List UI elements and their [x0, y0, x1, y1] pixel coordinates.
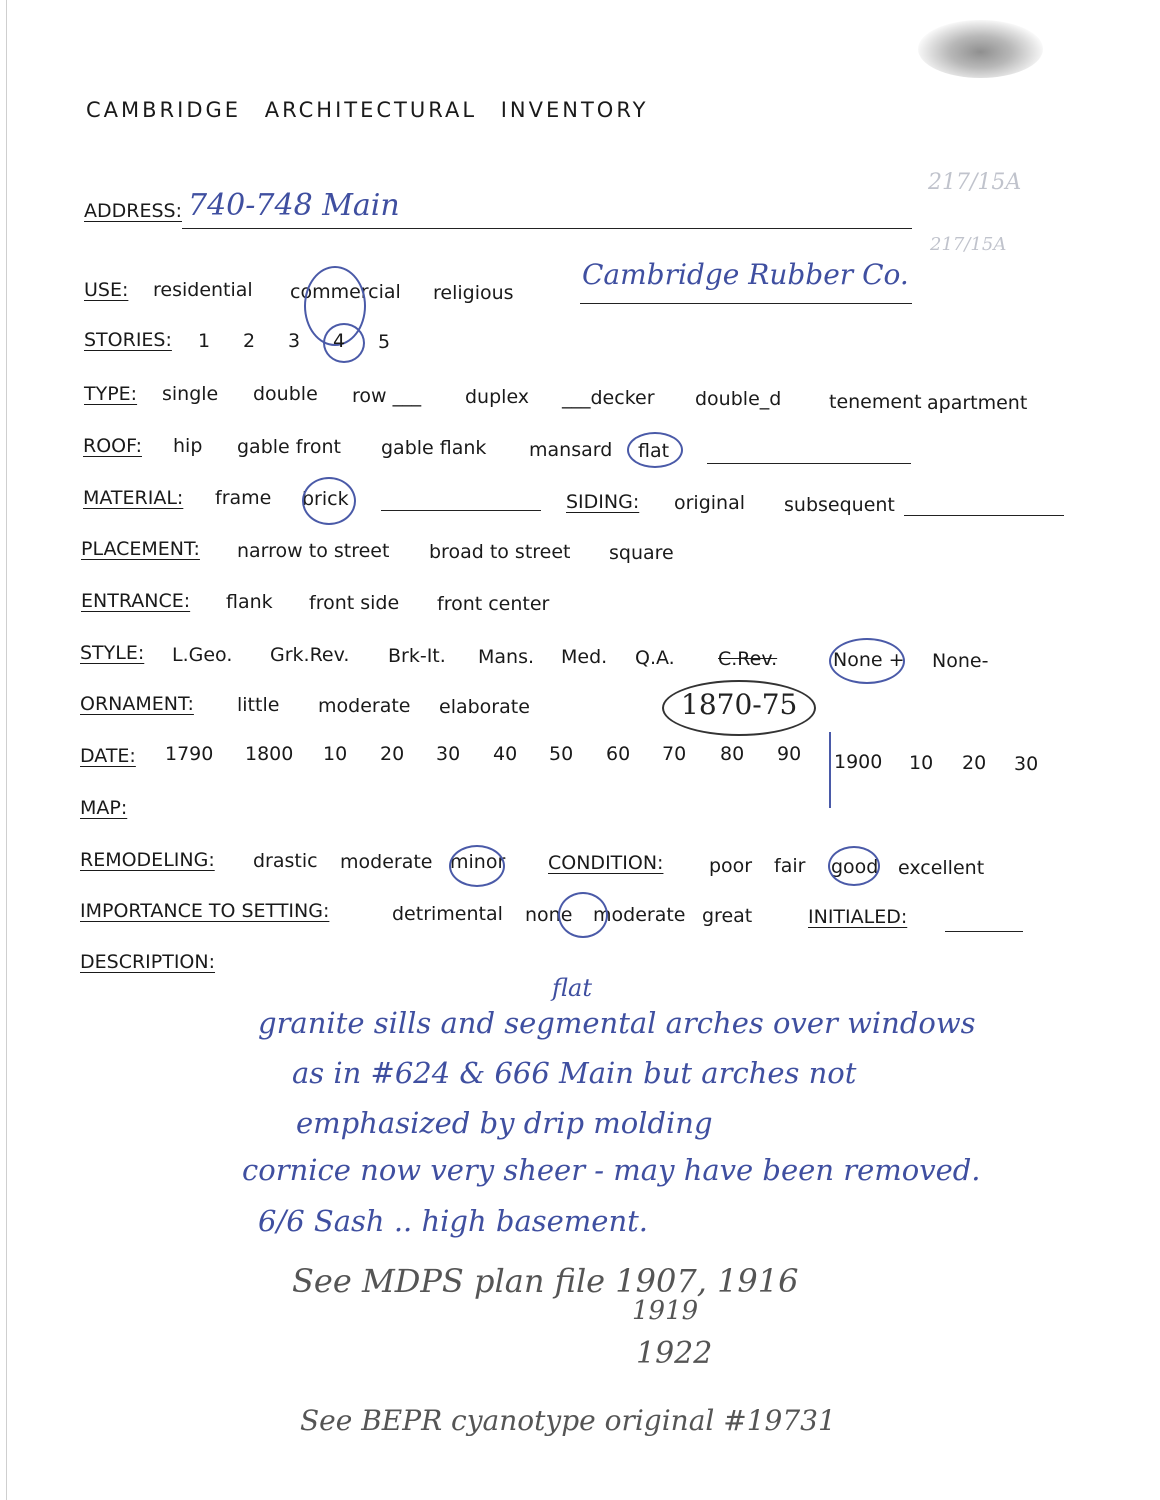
description-line-4: cornice now very sheer - may have been removed. [242, 1153, 981, 1187]
roof-gable-front: gable front [237, 436, 341, 458]
style-grkrev: Grk.Rev. [270, 644, 350, 666]
importance-none: none [525, 904, 573, 926]
roof-gable-flank: gable flank [381, 437, 487, 459]
importance-great: great [702, 905, 753, 927]
material-label: MATERIAL: [83, 487, 184, 509]
condition-poor: poor [709, 855, 753, 877]
description-insert: flat [552, 974, 592, 1002]
style-brkit: Brk-It. [388, 645, 446, 667]
date-1790: 1790 [165, 743, 214, 765]
permit-year-1922: 1922 [636, 1336, 713, 1371]
placement-narrow: narrow to street [237, 540, 390, 562]
use-note-line [580, 303, 912, 304]
use-residential: residential [153, 279, 253, 301]
style-none-minus: None- [932, 650, 989, 672]
address-line [182, 228, 912, 229]
date-estimate: 1870-75 [681, 688, 798, 721]
condition-good: good [831, 856, 879, 878]
importance-label: IMPORTANCE TO SETTING: [80, 900, 330, 922]
address-label: ADDRESS: [84, 200, 182, 222]
remodeling-moderate: moderate [340, 851, 433, 873]
date-1810: 10 [323, 743, 348, 765]
roof-label: ROOF: [83, 435, 142, 457]
date-1920: 20 [962, 752, 987, 774]
date-1880: 80 [720, 743, 745, 765]
condition-fair: fair [774, 855, 806, 877]
style-label: STYLE: [80, 642, 145, 664]
permit-file-note: See MDPS plan file 1907, 1916 [292, 1262, 799, 1300]
siding-blank-line [904, 515, 1064, 516]
selection-circle-none [558, 892, 608, 938]
initialed-line [945, 931, 1023, 932]
date-1900: 1900 [834, 751, 883, 773]
type-double-d: double_d [695, 388, 782, 410]
style-qa: Q.A. [635, 647, 675, 669]
use-note: Cambridge Rubber Co. [582, 258, 909, 291]
selection-circle-stories-4 [323, 323, 365, 363]
selection-circle-good [828, 846, 880, 886]
stories-label: STORIES: [84, 329, 172, 351]
material-blank-line [381, 510, 541, 511]
type-label: TYPE: [84, 383, 138, 405]
date-1890: 90 [777, 743, 802, 765]
date-1830: 30 [436, 743, 461, 765]
date-label: DATE: [80, 745, 136, 767]
type-decker: ___decker [562, 387, 655, 409]
style-none-plus: None + [833, 649, 905, 671]
map-label: MAP: [80, 797, 128, 819]
ink-smudge [918, 20, 1043, 78]
bepr-note: See BEPR cyanotype original #19731 [300, 1404, 836, 1437]
placement-square: square [609, 542, 674, 564]
selection-circle-brick [302, 477, 356, 525]
description-line-3: emphasized by drip molding [296, 1106, 713, 1140]
remodeling-minor: minor [450, 851, 506, 873]
date-1840: 40 [493, 743, 518, 765]
ornament-moderate: moderate [318, 695, 411, 717]
description-line-1: granite sills and segmental arches over windows [258, 1006, 976, 1040]
type-duplex: duplex [465, 386, 530, 408]
stories-1: 1 [198, 330, 211, 352]
date-1930: 30 [1014, 753, 1039, 775]
catalog-code: 217/15A [928, 170, 1022, 195]
selection-circle-minor [449, 845, 505, 887]
type-row: row ___ [352, 385, 422, 407]
style-mans: Mans. [478, 646, 535, 668]
description-label: DESCRIPTION: [80, 951, 216, 973]
style-crev: C.Rev. [718, 648, 778, 670]
selection-circle-none-plus [829, 638, 905, 684]
roof-mansard: mansard [529, 439, 613, 461]
stories-5: 5 [378, 331, 391, 353]
type-single: single [162, 383, 219, 405]
date-1850: 50 [549, 743, 574, 765]
remodeling-label: REMODELING: [80, 849, 215, 871]
roof-blank-line [707, 463, 911, 464]
date-1910: 10 [909, 752, 934, 774]
initialed-label: INITIALED: [808, 906, 908, 928]
placement-label: PLACEMENT: [81, 538, 200, 560]
type-tenement: tenement [829, 391, 922, 413]
permit-year-1919: 1919 [632, 1296, 699, 1326]
date-1800: 1800 [245, 743, 294, 765]
material-brick: brick [302, 488, 349, 510]
address-value: 740-748 Main [188, 188, 400, 223]
ornament-little: little [237, 694, 280, 716]
condition-excellent: excellent [898, 857, 985, 879]
siding-original: original [674, 492, 746, 514]
importance-detrimental: detrimental [392, 903, 503, 925]
entrance-label: ENTRANCE: [81, 590, 191, 612]
siding-subsequent: subsequent [784, 494, 895, 516]
entrance-front-side: front side [309, 592, 400, 614]
date-1860: 60 [606, 743, 631, 765]
description-line-2: as in #624 & 666 Main but arches not [292, 1056, 857, 1090]
placement-broad: broad to street [429, 541, 571, 563]
use-commercial: commercial [290, 281, 401, 303]
use-label: USE: [84, 279, 129, 301]
type-double: double [253, 383, 318, 405]
stories-4: 4 [333, 330, 346, 352]
description-line-5: 6/6 Sash .. high basement. [258, 1204, 648, 1238]
style-lgeo: L.Geo. [172, 644, 233, 666]
style-med: Med. [561, 646, 608, 668]
use-religious: religious [433, 282, 514, 304]
stories-2: 2 [243, 330, 256, 352]
entrance-flank: flank [226, 591, 273, 613]
siding-label: SIDING: [566, 491, 640, 513]
entrance-front-center: front center [437, 593, 550, 615]
ornament-elaborate: elaborate [439, 696, 530, 718]
ornament-label: ORNAMENT: [80, 693, 194, 715]
date-divider-mark [829, 732, 831, 808]
material-frame: frame [215, 487, 272, 509]
page-edge [6, 0, 7, 1500]
type-apartment: apartment [927, 392, 1028, 414]
importance-moderate: moderate [593, 904, 686, 926]
selection-circle-flat [627, 432, 683, 468]
form-title: CAMBRIDGE ARCHITECTURAL INVENTORY [86, 98, 649, 122]
roof-hip: hip [173, 435, 203, 457]
date-1820: 20 [380, 743, 405, 765]
condition-label: CONDITION: [548, 852, 664, 874]
roof-flat: flat [638, 440, 670, 462]
stories-3: 3 [288, 330, 301, 352]
date-1870: 70 [662, 743, 687, 765]
remodeling-drastic: drastic [253, 850, 318, 872]
catalog-code-faint: 217/15A [930, 234, 1007, 255]
